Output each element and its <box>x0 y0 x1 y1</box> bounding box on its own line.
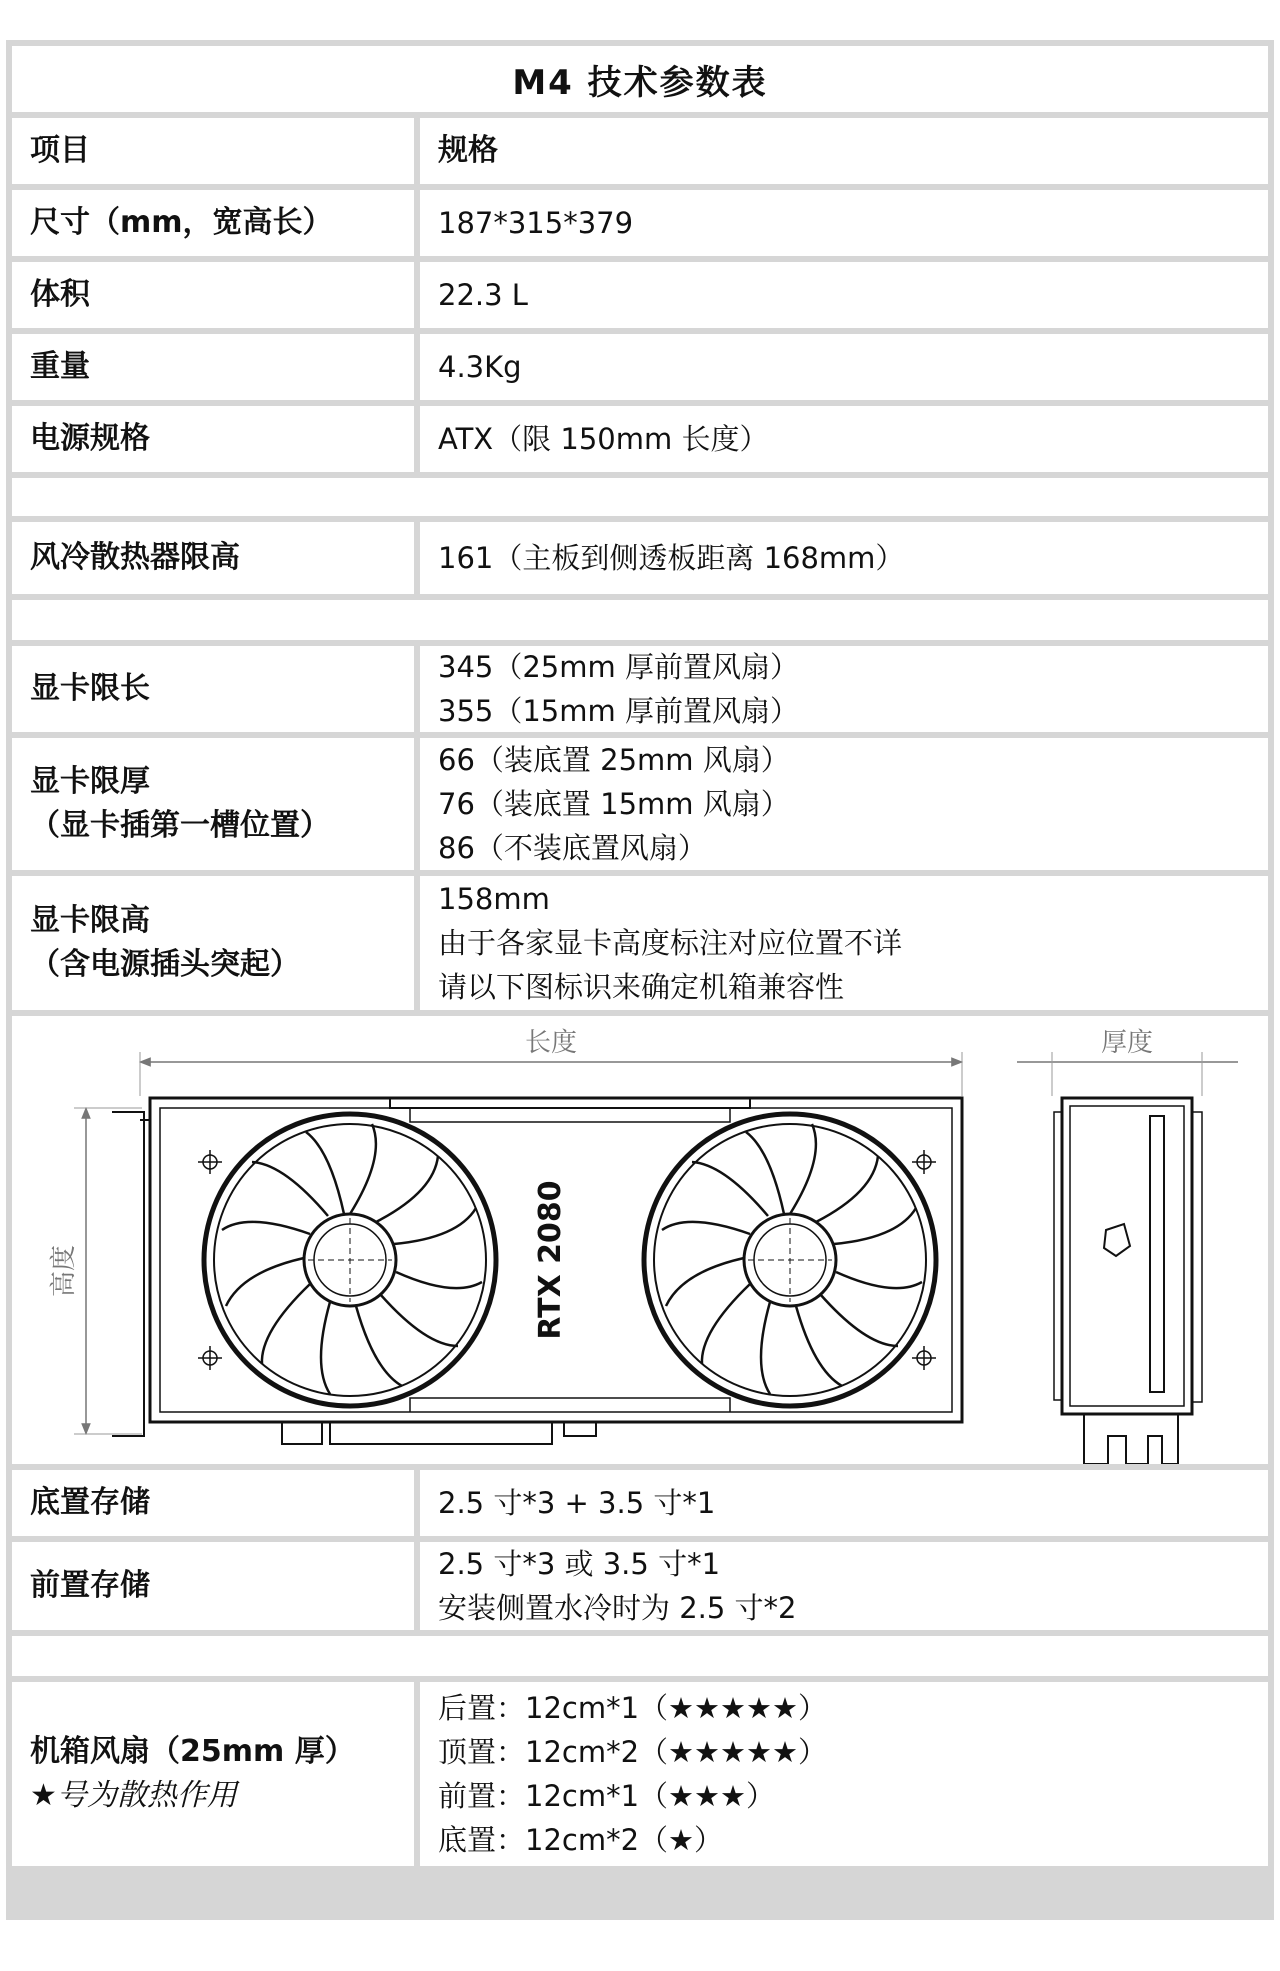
psu-label: 电源规格 <box>12 406 414 472</box>
gpu-height-label-line: 显卡限高 <box>30 903 150 938</box>
fan-line: 底置：12cm*2（★） <box>438 1823 724 1857</box>
fans-value <box>420 1682 1268 1866</box>
spec-table <box>6 40 1274 1920</box>
spacer-row <box>12 478 1268 516</box>
front-storage-line: 2.5 寸*3 或 3.5 寸*1 <box>438 1547 721 1581</box>
card-model-text: RTX 2080 <box>533 1180 568 1340</box>
fans-label <box>12 1682 414 1866</box>
gpu-card-side <box>1054 1098 1202 1464</box>
gpu-dimension-diagram <box>12 1016 1268 1464</box>
front-storage-line: 安装侧置水冷时为 2.5 寸*2 <box>438 1591 797 1625</box>
fans-note: ★号为散热作用 <box>30 1778 237 1813</box>
weight-value: 4.3Kg <box>420 334 1268 400</box>
size-label: 尺寸（mm，宽高长） <box>12 190 414 256</box>
gpu-height-line: 由于各家显卡高度标注对应位置不详 <box>438 926 903 960</box>
gpu-thickness-line: 86（不装底置风扇） <box>438 831 707 865</box>
gpu-length-line: 355（15mm 厚前置风扇） <box>438 694 799 728</box>
fan-right-icon <box>644 1114 936 1406</box>
front-storage-label: 前置存储 <box>12 1542 414 1630</box>
gpu-thickness-label-line: （显卡插第一槽位置） <box>30 808 330 843</box>
length-label: 长度 <box>524 1028 578 1058</box>
gpu-height-line: 158mm <box>438 882 550 916</box>
header-spec: 规格 <box>420 118 1268 184</box>
volume-label: 体积 <box>12 262 414 328</box>
gpu-height-label-line: （含电源插头突起） <box>30 947 300 982</box>
header-item: 项目 <box>12 118 414 184</box>
gpu-thickness-label <box>12 738 414 870</box>
gpu-height-label <box>12 876 414 1010</box>
gpu-card-front <box>150 1098 962 1444</box>
bottom-storage-label: 底置存储 <box>12 1470 414 1536</box>
gpu-drawing <box>12 1016 1268 1464</box>
gpu-thickness-line: 76（装底置 15mm 风扇） <box>438 787 790 821</box>
gpu-thickness-value <box>420 738 1268 870</box>
fan-left-icon <box>204 1114 496 1406</box>
weight-label: 重量 <box>12 334 414 400</box>
gpu-length-value <box>420 646 1268 732</box>
table-title: M4 技术参数表 <box>12 46 1268 112</box>
gpu-length-line: 345（25mm 厚前置风扇） <box>438 650 799 684</box>
thickness-label: 厚度 <box>1100 1028 1154 1058</box>
gpu-height-line: 请以下图标识来确定机箱兼容性 <box>438 970 845 1004</box>
gpu-thickness-line: 66（装底置 25mm 风扇） <box>438 743 790 777</box>
spacer-row <box>12 600 1268 640</box>
fans-label-line: 机箱风扇（25mm 厚） <box>30 1734 355 1769</box>
gpu-length-label: 显卡限长 <box>12 646 414 732</box>
fan-line: 后置：12cm*1（★★★★★） <box>438 1691 828 1725</box>
gpu-height-value <box>420 876 1268 1010</box>
volume-value: 22.3 L <box>420 262 1268 328</box>
front-storage-value <box>420 1542 1268 1630</box>
bottom-storage-value: 2.5 寸*3 + 3.5 寸*1 <box>420 1470 1268 1536</box>
height-label: 高度 <box>49 1244 79 1298</box>
size-value: 187*315*379 <box>420 190 1268 256</box>
fan-line: 顶置：12cm*2（★★★★★） <box>438 1735 828 1769</box>
psu-value: ATX（限 150mm 长度） <box>420 406 1268 472</box>
cooler-value: 161（主板到侧透板距离 168mm） <box>420 522 1268 594</box>
spacer-row <box>12 1636 1268 1676</box>
cooler-label: 风冷散热器限高 <box>12 522 414 594</box>
gpu-thickness-label-line: 显卡限厚 <box>30 764 150 799</box>
fan-line: 前置：12cm*1（★★★） <box>438 1779 776 1813</box>
